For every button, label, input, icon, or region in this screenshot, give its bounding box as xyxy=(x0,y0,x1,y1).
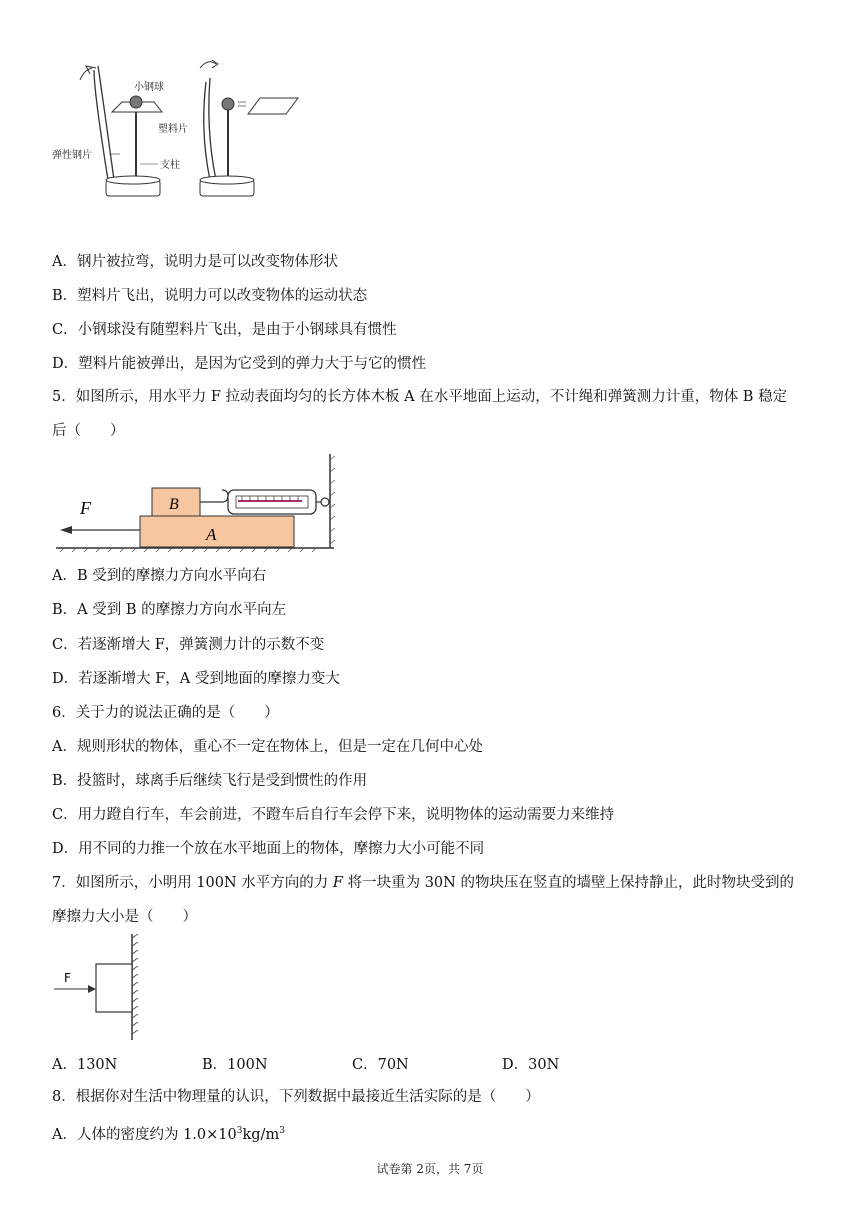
q7-option-a: A．130N xyxy=(52,1057,118,1073)
q6-option-c: C．用力蹬自行车，车会前进，不蹬车后自行车会停下来，说明物体的运动需要力来维持 xyxy=(52,807,615,823)
label-plastic: 塑料片 xyxy=(158,124,188,135)
board-spring-figure xyxy=(52,452,342,557)
steel-sheet-figure xyxy=(50,52,310,202)
q5-option-a: A．B 受到的摩擦力方向水平向右 xyxy=(52,568,267,584)
q8-stem: 8．根据你对生活中物理量的认识，下列数据中最接近生活实际的是（ ） xyxy=(52,1089,540,1105)
q6-stem: 6．关于力的说法正确的是（ ） xyxy=(52,705,279,721)
q6-option-b: B．投篮时，球离手后继续飞行是受到惯性的作用 xyxy=(52,773,368,789)
q7-stem-line2: 摩擦力大小是（ ） xyxy=(52,909,197,925)
page-footer: 试卷第 2页，共 7页 xyxy=(376,1162,484,1176)
label-steel: 弹性钢片 xyxy=(52,150,92,161)
q8-option-a-text: A．人体的密度约为 1.0×10 xyxy=(52,1126,237,1143)
block-wall-figure xyxy=(52,932,152,1044)
q7-option-d: D．30N xyxy=(502,1057,560,1073)
q4-option-d: D．塑料片能被弹出，是因为它受到的弹力大于与它的惯性 xyxy=(52,356,427,372)
q5-option-c: C．若逐渐增大 F，弹簧测力计的示数不变 xyxy=(52,637,325,653)
label-ball: 小钢球 xyxy=(134,82,164,93)
q5-stem-line1: 5．如图所示，用水平力 F 拉动表面均匀的长方体木板 A 在水平地面上运动，不计绳和弹簧测力计重，物体 B 稳定 xyxy=(52,389,788,405)
q5-stem-line2: 后（ ） xyxy=(52,423,125,439)
label-B: B xyxy=(169,496,179,513)
q6-option-a: A．规则形状的物体，重心不一定在物体上，但是一定在几何中心处 xyxy=(52,739,483,755)
label-pillar: 支柱 xyxy=(160,160,180,171)
q8-option-a-sup: 3 xyxy=(236,1126,243,1136)
q7-option-b: B．100N xyxy=(202,1057,268,1073)
q7-option-c: C．70N xyxy=(352,1057,409,1073)
q4-option-b: B．塑料片飞出，说明力可以改变物体的运动状态 xyxy=(52,288,368,304)
q6-option-d: D．用不同的力推一个放在水平地面上的物体，摩擦力大小可能不同 xyxy=(52,841,485,857)
q7-stem-line1 xyxy=(52,873,794,893)
q5-option-d: D．若逐渐增大 F，A 受到地面的摩擦力变大 xyxy=(52,671,340,687)
q8-option-a xyxy=(52,1121,285,1145)
q7-stem-part2: 将一块重为 30N 的物块压在竖直的墙壁上保持静止，此时物块受到的 xyxy=(342,875,794,891)
q4-option-a: A．钢片被拉弯，说明力是可以改变物体形状 xyxy=(52,254,338,270)
q8-option-a-sup2: 3 xyxy=(279,1126,285,1136)
label-F: F xyxy=(80,498,91,518)
q4-option-c: C．小钢球没有随塑料片飞出，是由于小钢球具有惯性 xyxy=(52,322,397,338)
q7-stem-part1: 7．如图所示，小明用 100N 水平方向的力 xyxy=(52,875,333,891)
q5-option-b: B．A 受到 B 的摩擦力方向水平向左 xyxy=(52,602,287,618)
q7-stem-F: F xyxy=(332,875,343,891)
q8-option-a-unit: kg/m xyxy=(242,1126,280,1143)
label-A: A xyxy=(206,525,217,544)
label-F-q7: F xyxy=(64,971,71,985)
